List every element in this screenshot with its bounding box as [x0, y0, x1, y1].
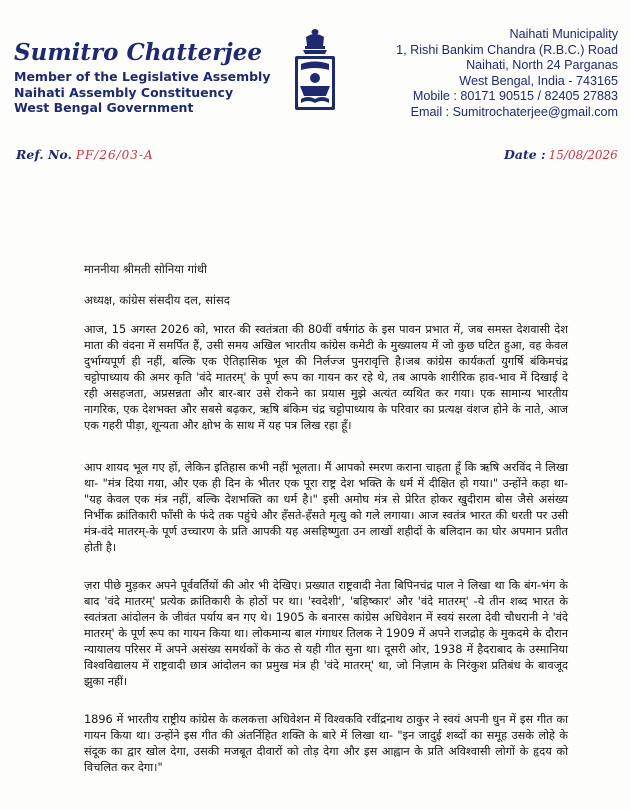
reference-number [16, 147, 154, 162]
sender-name: Sumitro Chatterjee [14, 39, 263, 66]
email-line: Email : Sumitrochaterjee@gmail.com [410, 104, 618, 119]
address-line: West Bengal, India - 743165 [459, 73, 618, 88]
recipient-salutation: माननीया श्रीमती सोनिया गांधी [84, 262, 208, 276]
body-paragraph: आप शायद भूल गए हों, लेकिन इतिहास कभी नहीं भूलता। मैं आपको स्मरण कराना चाहता हूँ कि ऋषि अरविंद ने लिखा था- "मंत्र दिया गया, और एक ही दिन के भीतर एक पूरा राष्ट्र देश भक्ति के धर्म में दीक्षित हो गया।" उन्होंने कहा था- "यह केवल एक मंत्र नहीं, बल्कि देशभक्ति का धर्म है।" इसी अमोघ मंत्र से प्रेरित होकर खुदीराम बोस जैसे असंख्य निर्भीक क्रांतिकारी फाँसी के फंदे तक पहुंचे और हँसते-हँसते मृत्यु को गले लगाया। आज स्वतंत्र भारत की धरती पर उसी मंत्र-वंदे मातरम्-के पूर्ण उच्चारण के प्रति आपकी यह असहिष्णुता उन लाखों शहीदों के बलिदान का घोर अपमान प्रतीत होती है। [84, 461, 569, 554]
mobile-line: Mobile : 80171 90515 / 82405 27883 [412, 89, 618, 104]
body-paragraph: 1896 में भारतीय राष्ट्रीय कांग्रेस के कलकत्ता अधिवेशन में विश्वकवि रवींद्रनाथ ठाकुर ने स्वयं अपनी धुन में इस गीत का गायन किया था। उन्होंने इस गीत की अंतर्निहित शक्ति के बारे में लिखा था- "इन जादुई शब्दों का समूह उसके लोहे के संदूक का द्वार खोल देगा, उसकी मजबूत दीवारों को तोड़ देगा और इस आह्वान के प्रति अविश्वासी लोगों के हृदय को विचलित कर देगा।" [84, 713, 568, 774]
address-line: Naihati Municipality [509, 27, 618, 41]
designation-line: Member of the Legislative Assembly [14, 69, 271, 84]
date-value: 15/08/2026 [548, 148, 618, 162]
sender-address [396, 27, 618, 121]
ref-label: Ref. No. [16, 147, 72, 162]
designation-line: West Bengal Government [14, 100, 194, 115]
ref-value: PF/26/03-A [75, 148, 154, 162]
body-paragraph: ज़रा पीछे मुड़कर अपने पूर्ववर्तियों की ओर भी देखिए। प्रख्यात राष्ट्रवादी नेता बिपिनचंद्र पाल ने लिखा था कि बंग-भंग के बाद 'वंदे मातरम्' प्रत्येक क्रांतिकारी के होठों पर था। 'स्वदेशी', 'बहिष्कार' और 'वंदे मातरम्' -ये तीन शब्द भारत के स्वतंत्रता आंदोलन के जीवंत पर्याय बन गए थे। 1905 के बनारस कांग्रेस अधिवेशन में स्वयं सरला देवी चौधरानी ने 'वंदे मातरम्' के पूर्ण रूप का गायन किया था। लोकमान्य बाल गंगाधर तिलक ने 1909 में अपने राजद्रोह के मुकदमे के दौरान न्यायालय परिसर में अपने असंख्य समर्थकों के कंठ से यही गीत सुना था। दूसरी ओर, 1938 में हैदराबाद के उस्मानिया विश्वविद्यालय में राष्ट्रवादी छात्र आंदोलन का प्रमुख मंत्र ही 'वंदे मातरम्' था, जो निज़ाम के निरंकुश प्रतिबंध के बावजूद झुका नहीं। [84, 579, 568, 688]
body-paragraph: आज, 15 अगस्त 2026 को, भारत की स्वतंत्रता की 80वीं वर्षगांठ के इस पावन प्रभात में, जब समस्त देशवासी देश माता की वंदना में समर्पित हैं, उसी समय अखिल भारतीय कांग्रेस कमेटी के मुख्यालय में जो कुछ घटित हुआ, वह केवल दुर्भाग्यपूर्ण ही नहीं, बल्कि एक ऐतिहासिक भूल की निर्लज्ज पुनरावृत्ति है।जब कांग्रेस कार्यकर्ता युगर्षि बंकिमचंद्र चट्टोपाध्याय की अमर कृति 'वंदे मातरम्' के पूर्ण रूप का गायन कर रहे थे, तब आपके शारीरिक हाव-भाव में दिखाई दे रही असहजता, अप्रसन्नता और बार-बार उसे रोकने का प्रयास मुझे अत्यंत व्यथित कर गया। एक सामान्य भारतीय नागरिक, एक देशभक्त और सबसे बढ़कर, ऋषि बंकिम चंद्र चट्टोपाध्याय के परिवार का प्रत्यक्ष वंशज होने के नाते, आज एक गहरी पीड़ा, शून्यता और क्षोभ के साथ में यह पत्र लिख रहा हूँ। [84, 323, 568, 432]
sender-designation [14, 69, 270, 116]
address-line: Naihati, North 24 Parganas [466, 58, 618, 73]
date-label: Date : [504, 147, 546, 162]
designation-line: Naihati Assembly Constituency [14, 84, 234, 100]
state-emblem-icon [289, 26, 341, 112]
letter-date [504, 147, 618, 162]
address-line: 1, Rishi Bankim Chandra (R.B.C.) Road [396, 42, 618, 57]
recipient-designation: अध्यक्ष, कांग्रेस संसदीय दल, सांसद [84, 293, 230, 307]
